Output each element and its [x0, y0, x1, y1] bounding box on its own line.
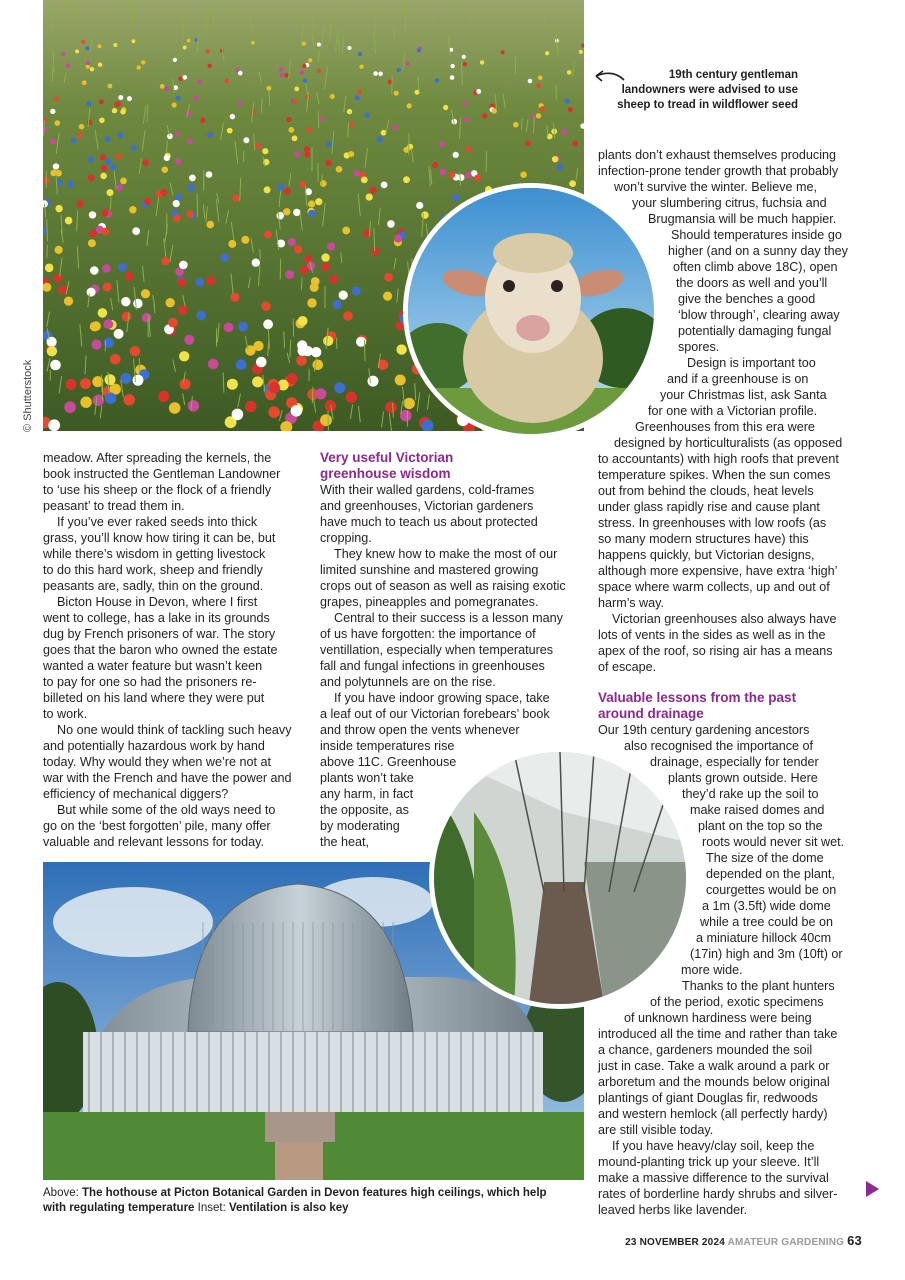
text-line: Victorian greenhouses also always have: [612, 612, 837, 626]
text-line: happens quickly, but Victorian designs,: [598, 548, 815, 562]
text-line: If you have indoor growing space, take: [334, 691, 550, 705]
text-line: so many modern structures have) this: [598, 532, 809, 546]
text-line: inside temperatures rise: [320, 739, 455, 753]
text-line: mound-planting trick up your sleeve. It’ll: [598, 1155, 820, 1169]
text-line: are still visible today.: [598, 1123, 714, 1137]
text-line: make a massive difference to the survival: [598, 1171, 829, 1185]
text-line: efficiency of mechanical diggers?: [43, 787, 229, 801]
text-line: and western hemlock (all perfectly hardy): [598, 1107, 828, 1121]
text-line: plants don’t exhaust themselves producing: [598, 148, 837, 162]
text-line: and greenhouses, Victorian gardeners: [320, 499, 534, 513]
text-line: limited sunshine and mastered growing: [320, 563, 539, 577]
photo-caption: Above: The hothouse at Picton Botanical Garden in Devon features high ceilings, which help with regulating temperature Inset: Ventilation is also key: [43, 1187, 547, 1214]
text-line: Should temperatures inside go: [671, 228, 842, 242]
text-line: With their walled gardens, cold-frames: [320, 483, 535, 497]
text-line: and polytunnels are on the rise.: [320, 675, 496, 689]
text-line: to pay for one so had the prisoners re-: [43, 675, 257, 689]
text-line: No one would think of tackling such heavy: [57, 723, 292, 737]
text-line: cropping.: [320, 531, 372, 545]
text-line: designed by horticulturalists (as opposed: [614, 436, 843, 450]
text-line: goes that the baron who owned the estate: [43, 643, 278, 657]
column-1-body: [43, 450, 313, 850]
text-line: just in case. Take a walk around a park or: [598, 1059, 830, 1073]
text-line: under glass rapidly rise and cause plant: [598, 500, 820, 514]
text-line: for one with a Victorian profile.: [648, 404, 818, 418]
text-line: plant on the top so the: [698, 819, 823, 833]
text-line: arboretum and the mounds below original: [598, 1075, 830, 1089]
text-line: Thanks to the plant hunters: [682, 979, 835, 993]
text-line: plants won’t take: [320, 771, 414, 785]
text-line: to ‘use his sheep or the flock of a friendly: [43, 483, 272, 497]
continue-arrow-icon: [866, 1181, 879, 1197]
text-line: fall and fungal infections in greenhouses: [320, 659, 545, 673]
text-line: harm’s way.: [598, 596, 665, 610]
text-line: roots would never sit wet.: [702, 835, 845, 849]
text-line: your Christmas list, ask Santa: [660, 388, 827, 402]
text-line: the heat,: [320, 835, 370, 849]
text-line: space where warm collects, up and out of: [598, 580, 830, 594]
text-line: any harm, in fact: [320, 787, 414, 801]
sheep-caption: 19th century gentleman landowners were advised to use sheep to tread in wildflower seed: [617, 69, 798, 111]
text-line: ‘blow through’, clearing away: [678, 308, 840, 322]
text-line: while there’s wisdom in getting livestock: [43, 547, 266, 561]
text-line: infection-prone tender growth that probably: [598, 164, 839, 178]
text-line: and potentially hazardous work by hand: [43, 739, 265, 753]
text-line: war with the French and have the power and: [43, 771, 292, 785]
text-line: out from behind the clouds, heat levels: [598, 484, 814, 498]
text-line: of us have forgotten: the importance of: [320, 627, 536, 641]
text-line: make raised domes and: [690, 803, 825, 817]
text-line: to accountants) with high roofs that prevent: [598, 452, 839, 466]
text-line: But while some of the old ways need to: [57, 803, 276, 817]
text-line: stress. In greenhouses with low roofs (as: [598, 516, 827, 530]
photo-credit: © Shutterstock: [22, 359, 34, 432]
text-line: a chance, gardeners mounded the soil: [598, 1043, 813, 1057]
text-line: apex of the roof, so rising air has a means: [598, 644, 833, 658]
column-3-body-top: [598, 147, 868, 675]
footer-date: 23 NOVEMBER 2024: [625, 1237, 725, 1248]
text-line: ventillation, especially when temperatures: [320, 643, 554, 657]
text-line: depended on the plant,: [706, 867, 835, 881]
text-line: often climb above 18C), open: [673, 260, 838, 274]
text-line: potentially damaging fungal: [678, 324, 832, 338]
text-line: drainage, especially for tender: [650, 755, 819, 769]
text-line: rates of borderline hardy shrubs and silver-: [598, 1187, 838, 1201]
text-line: (17in) high and 3m (10ft) or: [690, 947, 843, 961]
footer-magazine: AMATEUR GARDENING: [727, 1237, 845, 1248]
text-line: grapes, pineapples and pomegranates.: [320, 595, 539, 609]
text-line: by moderating: [320, 819, 400, 833]
section-heading: Valuable lessons from the past around drainage: [598, 690, 797, 721]
text-line: a 1m (3.5ft) wide dome: [702, 899, 831, 913]
text-line: won’t survive the winter. Believe me,: [614, 180, 817, 194]
text-line: Greenhouses from this era were: [635, 420, 815, 434]
text-line: spores.: [678, 340, 720, 354]
text-line: book instructed the Gentleman Landowner: [43, 467, 281, 481]
text-line: meadow. After spreading the kernels, the: [43, 451, 272, 465]
text-line: go on the ‘best forgotten’ pile, many offer: [43, 819, 271, 833]
text-line: dug by French prisoners of war. The story: [43, 627, 276, 641]
text-line: crops out of season as well as raising exotic: [320, 579, 566, 593]
text-line: more wide.: [681, 963, 743, 977]
text-line: valuable and relevant lessons for today.: [43, 835, 264, 849]
text-line: to work.: [43, 707, 88, 721]
text-line: They knew how to make the most of our: [334, 547, 558, 561]
text-line: wanted a water feature but wasn’t keen: [43, 659, 263, 673]
text-line: of the period, exotic specimens: [650, 995, 824, 1009]
text-line: higher (and on a sunny day they: [668, 244, 848, 258]
text-line: grass, you’ll know how tiring it can be, but: [43, 531, 276, 545]
text-line: went to college, has a lake in its grounds: [43, 611, 270, 625]
text-line: billeted on his land where they were put: [43, 691, 265, 705]
text-line: introduced all the time and rather than take: [598, 1027, 838, 1041]
text-line: If you have heavy/clay soil, keep the: [612, 1139, 815, 1153]
text-line: a miniature hillock 40cm: [696, 931, 832, 945]
greenhouse-interior-inset: [429, 747, 691, 1009]
section-heading: Very useful Victorian greenhouse wisdom: [320, 450, 454, 481]
text-line: plants grown outside. Here: [668, 771, 818, 785]
text-line: the doors as well and you’ll: [676, 276, 828, 290]
text-line: Our 19th century gardening ancestors: [598, 723, 810, 737]
text-line: above 11C. Greenhouse: [320, 755, 457, 769]
text-line: plantings of giant Douglas fir, redwoods: [598, 1091, 818, 1105]
text-line: lots of vents in the sides as well as in the: [598, 628, 826, 642]
text-line: give the benches a good: [678, 292, 816, 306]
text-line: If you’ve ever raked seeds into thick: [57, 515, 258, 529]
text-line: of escape.: [598, 660, 657, 674]
text-line: temperature spikes. When the sun comes: [598, 468, 831, 482]
text-line: peasants are, sadly, thin on the ground.: [43, 579, 264, 593]
page-footer: [625, 1233, 862, 1248]
text-line: and if a greenhouse is on: [667, 372, 809, 386]
text-line: Central to their success is a lesson many: [334, 611, 563, 625]
text-line: a leaf out of our Victorian forebears’ book: [320, 707, 550, 721]
text-line: while a tree could be on: [700, 915, 834, 929]
text-line: Brugmansia will be much happier.: [648, 212, 837, 226]
text-line: Design is important too: [687, 356, 816, 370]
text-line: peasant’ to tread them in.: [43, 499, 185, 513]
text-line: they’d rake up the soil to: [682, 787, 819, 801]
page-number: 63: [847, 1233, 862, 1248]
text-line: also recognised the importance of: [624, 739, 814, 753]
text-line: Bicton House in Devon, where I first: [57, 595, 258, 609]
text-line: courgettes would be on: [706, 883, 837, 897]
caption-arrow-icon: [590, 66, 630, 86]
text-line: to do this hard work, sheep and friendly: [43, 563, 263, 577]
text-line: have much to teach us about protected: [320, 515, 538, 529]
text-line: of unknown hardiness were being: [624, 1011, 812, 1025]
text-line: your slumbering citrus, fuchsia and: [632, 196, 827, 210]
text-line: although more expensive, have extra ‘high’: [598, 564, 838, 578]
text-line: today. Why would they when we’re not at: [43, 755, 271, 769]
text-line: and throw open the vents whenever: [320, 723, 520, 737]
text-line: the opposite, as: [320, 803, 409, 817]
text-line: The size of the dome: [706, 851, 824, 865]
text-line: leaved herbs like lavender.: [598, 1203, 748, 1217]
